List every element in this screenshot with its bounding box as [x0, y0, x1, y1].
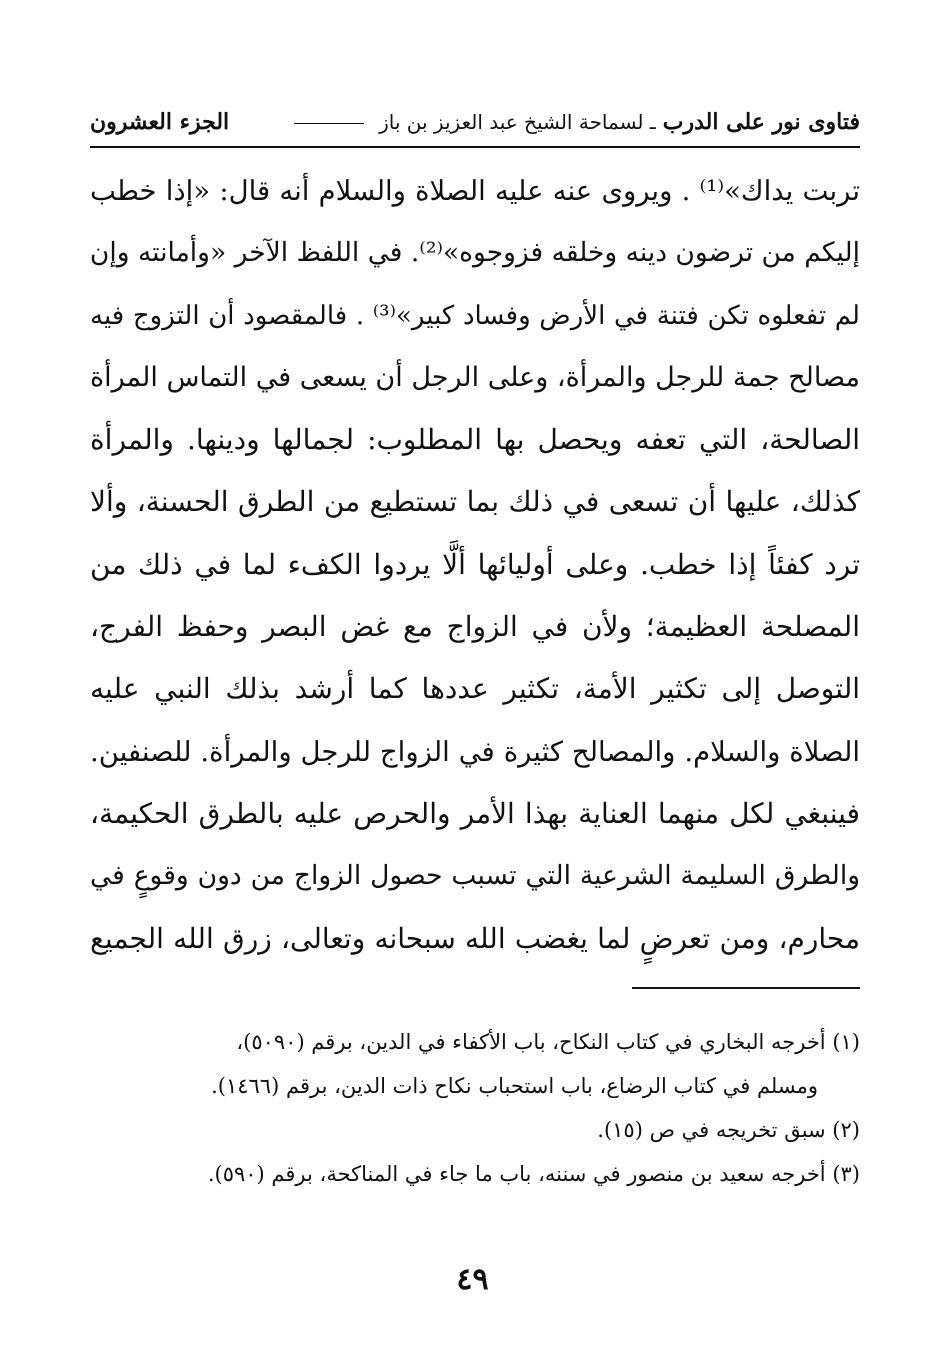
author-name: ـ لسماحة الشيخ عبد العزيز بن باز [379, 110, 656, 134]
text-line: مصالح جمة للرجل والمرأة، وعلى الرجل أن يسعى في التماس المرأة [90, 361, 860, 393]
text-line: إليكم من ترضون دينه وخلقه فزوجوه»⁽²⁾. في اللفظ الآخر «وأمانته وإن [89, 237, 860, 269]
text-line: والطرق السليمة الشرعية التي تسبب حصول الزواج من دون وقوعٍ في [90, 860, 860, 892]
main-text [90, 160, 860, 970]
series-title: فتاوى نور على الدرب [662, 109, 860, 135]
text-line: الصلاة والسلام. والمصالح كثيرة في الزواج للرجل والمرأة. للصنفين. [90, 735, 860, 768]
running-header [90, 102, 860, 142]
header-dash [294, 123, 364, 124]
footnote-1: (١) أخرجه البخاري في كتاب النكاح، باب الأكفاء في الدين، برقم (٥٠٩٠)، [236, 1030, 860, 1054]
text-line: الصالحة، التي تعفه ويحصل بها المطلوب: لجمالها ودينها. والمرأة [90, 423, 860, 457]
text-line: ترد كفئاً إذا خطب. وعلى أوليائها ألَّا يردوا الكفء لما في ذلك من [90, 547, 860, 581]
text-line: محارم، ومن تعرضٍ لما يغضب الله سبحانه وتعالى، زرق الله الجميع [90, 921, 860, 955]
footnote-divider [632, 987, 860, 989]
footnote-2: (٢) سبق تخريجه في ص (١٥). [597, 1118, 860, 1142]
text-line: المصلحة العظيمة؛ ولأن في الزواج مع غض البصر وحفظ الفرج، [90, 610, 860, 644]
text-line: لم تفعلوه تكن فتنة في الأرض وفساد كبير»⁽³⁾ . فالمقصود أن التزوج فيه [90, 300, 860, 331]
text-line: كذلك، عليها أن تسعى في ذلك بما تستطيع من الطرق الحسنة، وألا [90, 485, 860, 519]
text-line: تربت يداك»⁽¹⁾ . ويروى عنه عليه الصلاة والسلام أنه قال: «إذا خطب [90, 175, 861, 207]
volume-part: الجزء العشرون [90, 109, 230, 135]
page-number: ٤٩ [456, 1262, 489, 1297]
footnotes [90, 1020, 860, 1196]
footnote-3: (٣) أخرجه سعيد بن منصور في سننه، باب ما جاء في المناكحة، برقم (٥٩٠). [207, 1162, 860, 1186]
header-divider [90, 146, 860, 148]
text-line: التوصل إلى تكثير الأمة، تكثير عددها كما أرشد بذلك النبي عليه [90, 672, 861, 706]
text-line: فينبغي لكل منهما العناية بهذا الأمر والحرص عليه بالطرق الحكيمة، [90, 796, 860, 830]
header-left [286, 109, 860, 135]
footnote-1-continued: ومسلم في كتاب الرضاع، باب استحباب نكاح ذات الدين، برقم (١٤٦٦). [211, 1074, 818, 1098]
